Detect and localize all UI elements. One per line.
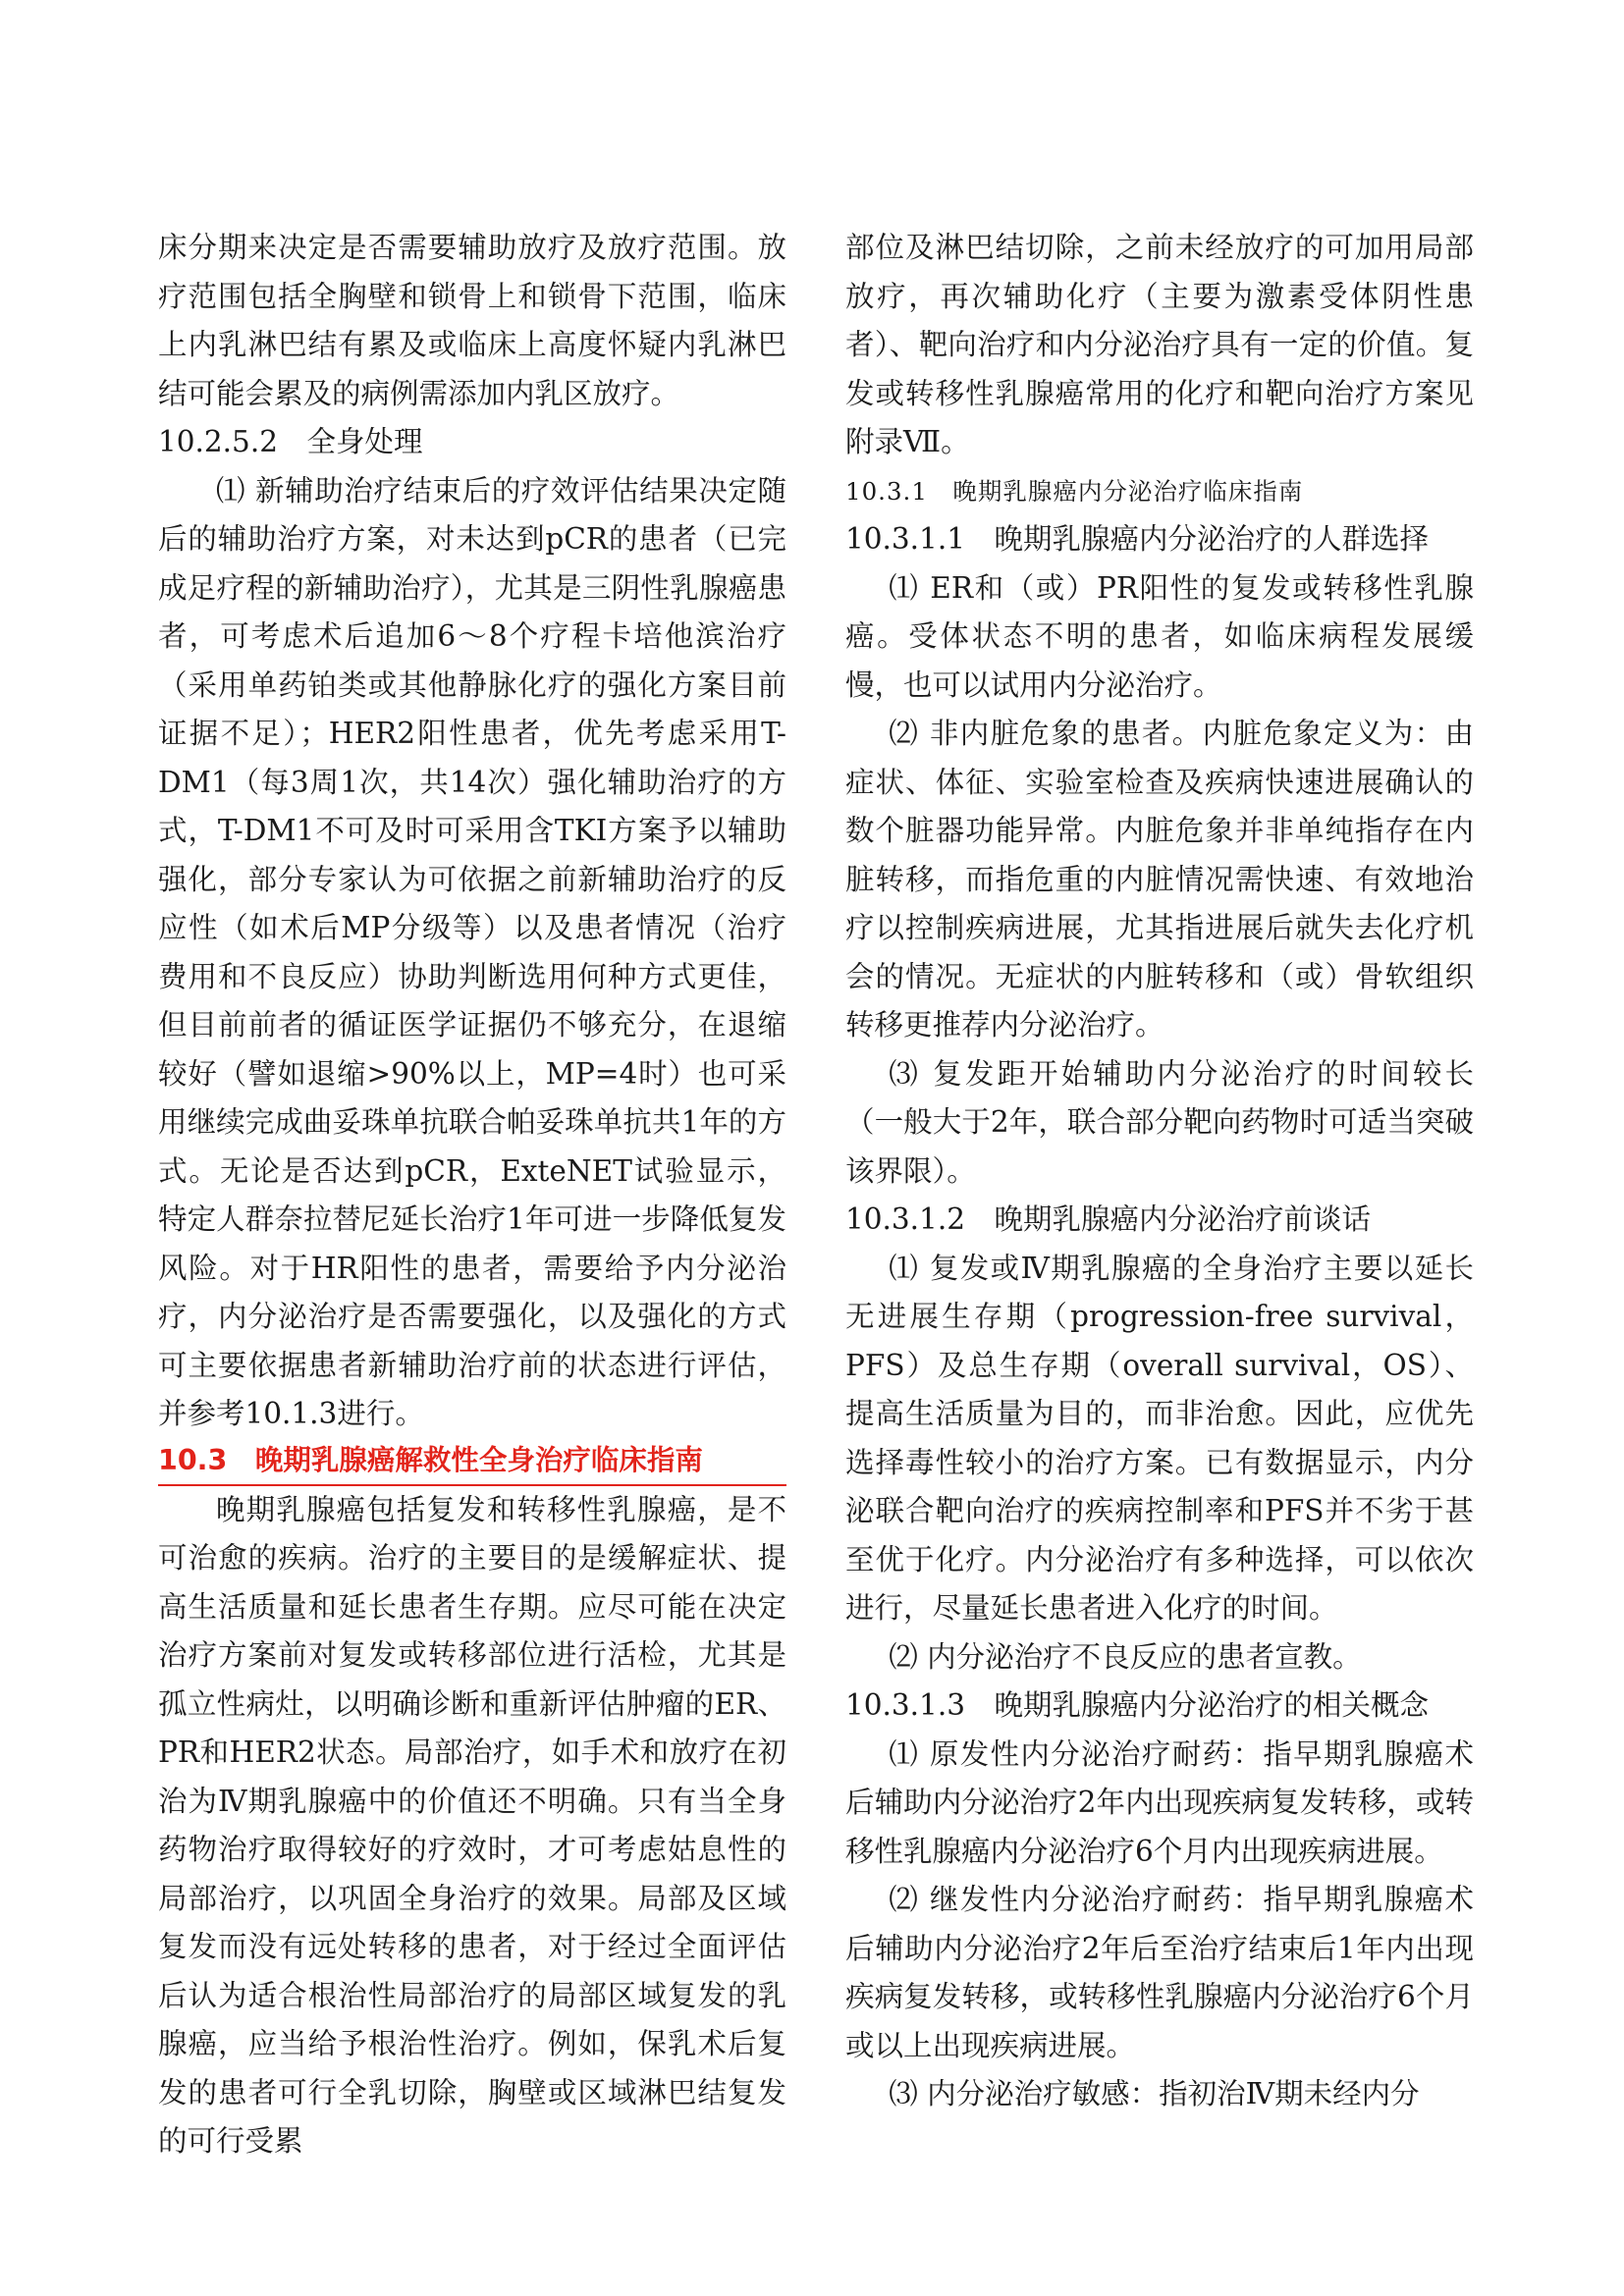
section-heading-10-3-1-3: 10.3.1.3 晚期乳腺癌内分泌治疗的相关概念 [845, 1688, 1429, 1722]
paragraph: ⑴ 复发或Ⅳ期乳腺癌的全身治疗主要以延长无进展生存期（progression-free survival，PFS）及总生存期（overall survival，OS）、提高生活质量为目的，而非治愈。因此，应优先选择毒性较小的治疗方案。已有数据显示，内分泌联合靶向治疗的疾病控制率和PFS并不劣于甚至优于化疗。内分泌治疗有多种选择，可以依次进行，尽量延长患者进入化疗的时间。 [845, 1251, 1474, 1625]
section-heading-10-2-5-2: 10.2.5.2 全身处理 [158, 425, 423, 458]
section-heading-10-3-1: 10.3.1 晚期乳腺癌内分泌治疗临床指南 [845, 476, 1304, 506]
right-column [845, 224, 1474, 2119]
paragraph: 床分期来决定是否需要辅助放疗及放疗范围。放疗范围包括全胸壁和锁骨上和锁骨下范围，临床上内乳淋巴结有累及或临床上高度怀疑内乳淋巴结可能会累及的病例需添加内乳区放疗。 [158, 231, 786, 410]
paragraph: ⑴ 原发性内分泌治疗耐药：指早期乳腺癌术后辅助内分泌治疗2年内出现疾病复发转移，或转移性乳腺癌内分泌治疗6个月内出现疾病进展。 [845, 1736, 1474, 1868]
section-heading-10-3-1-2: 10.3.1.2 晚期乳腺癌内分泌治疗前谈话 [845, 1202, 1371, 1236]
paragraph: ⑴ ER和（或）PR阳性的复发或转移性乳腺癌。受体状态不明的患者，如临床病程发展缓慢，也可以试用内分泌治疗。 [845, 570, 1474, 702]
paragraph: ⑵ 非内脏危象的患者。内脏危象定义为：由症状、体征、实验室检查及疾病快速进展确认的数个脏器功能异常。内脏危象并非单纯指存在内脏转移，而指危重的内脏情况需快速、有效地治疗以控制疾病进展，尤其指进展后就失去化疗机会的情况。无症状的内脏转移和（或）骨软组织转移更推荐内分泌治疗。 [845, 717, 1474, 1041]
paragraph: ⑵ 继发性内分泌治疗耐药：指早期乳腺癌术后辅助内分泌治疗2年后至治疗结束后1年内出现疾病复发转移，或转移性乳腺癌内分泌治疗6个月或以上出现疾病进展。 [845, 1883, 1474, 2062]
section-heading-10-3-1-1: 10.3.1.1 晚期乳腺癌内分泌治疗的人群选择 [845, 522, 1429, 556]
paragraph: ⑶ 复发距开始辅助内分泌治疗的时间较长（一般大于2年，联合部分靶向药物时可适当突破该界限）。 [845, 1056, 1474, 1188]
paragraph: ⑴ 新辅助治疗结束后的疗效评估结果决定随后的辅助治疗方案，对未达到pCR的患者（已完成足疗程的新辅助治疗），尤其是三阴性乳腺癌患者，可考虑术后追加6～8个疗程卡培他滨治疗（采用单药铂类或其他静脉化疗的强化方案目前证据不足）；HER2阳性患者，优先考虑采用T-DM1（每3周1次，共14次）强化辅助治疗的方式，T-DM1不可及时可采用含TKI方案予以辅助强化，部分专家认为可依据之前新辅助治疗的反应性（如术后MP分级等）以及患者情况（治疗费用和不良反应）协助判断选用何种方式更佳，但目前前者的循证医学证据仍不够充分，在退缩较好（譬如退缩>90%以上，MP=4时）也可采用继续完成曲妥珠单抗联合帕妥珠单抗共1年的方式。无论是否达到pCR，ExteNET试验显示，特定人群奈拉替尼延长治疗1年可进一步降低复发风险。对于HR阳性的患者，需要给予内分泌治疗，内分泌治疗是否需要强化，以及强化的方式可主要依据患者新辅助治疗前的状态进行评估，并参考10.1.3进行。 [158, 473, 786, 1430]
left-column [158, 224, 786, 2166]
paragraph: 晚期乳腺癌包括复发和转移性乳腺癌，是不可治愈的疾病。治疗的主要目的是缓解症状、提高生活质量和延长患者生存期。应尽可能在决定治疗方案前对复发或转移部位进行活检，尤其是孤立性病灶，以明确诊断和重新评估肿瘤的ER、PR和HER2状态。局部治疗，如手术和放疗在初治为Ⅳ期乳腺癌中的价值还不明确。只有当全身药物治疗取得较好的疗效时，才可考虑姑息性的局部治疗，以巩固全身治疗的效果。局部及区域复发而没有远处转移的患者，对于经过全面评估后认为适合根治性局部治疗的局部区域复发的乳腺癌，应当给予根治性治疗。例如，保乳术后复发的患者可行全乳切除，胸壁或区域淋巴结复发的可行受累 [158, 1492, 786, 2158]
paragraph: ⑵ 内分泌治疗不良反应的患者宣教。 [889, 1639, 1362, 1674]
section-heading-10-3: 10.3 晚期乳腺癌解救性全身治疗临床指南 [158, 1439, 786, 1486]
paragraph: ⑶ 内分泌治疗敏感：指初治Ⅳ期未经内分 [889, 2077, 1420, 2110]
paragraph: 部位及淋巴结切除，之前未经放疗的可加用局部放疗，再次辅助化疗（主要为激素受体阴性患者）、靶向治疗和内分泌治疗具有一定的价值。复发或转移性乳腺癌常用的化疗和靶向治疗方案见附录Ⅶ。 [845, 231, 1474, 458]
